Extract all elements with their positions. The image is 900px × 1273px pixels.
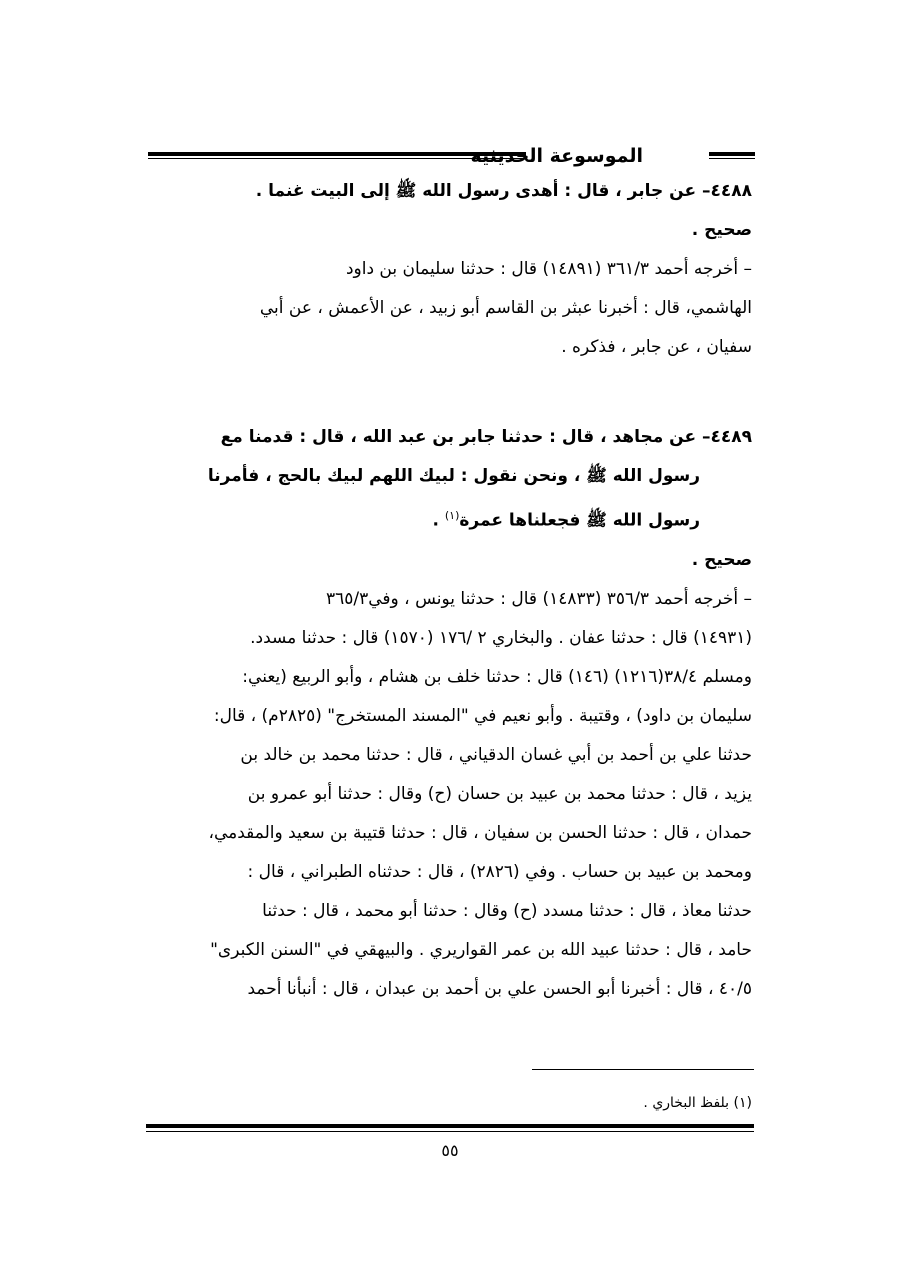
hadith-4489-takhrij-line-2: (١٤٩٣١) قال : حدثنا عفان . والبخاري ٢ /١٧٦ (١٥٧٠) قال : حدثنا مسدد. (250, 627, 752, 648)
hadith-4489-takhrij-line-5: حدثنا علي بن أحمد بن أبي غسان الدقياني ، قال : حدثنا محمد بن خالد بن (240, 744, 752, 765)
hadith-4489-text-line-1: ٤٤٨٩– عن مجاهد ، قال : حدثنا جابر بن عبد الله ، قال : قدمنا مع (220, 427, 752, 447)
header-rule-left-thick (148, 152, 526, 156)
hadith-4489-grade: صحيح . (691, 549, 752, 570)
hadith-4489-text-line-3 (147, 496, 752, 541)
hadith-4488-grade: صحيح . (691, 220, 752, 240)
footnote-text: (١) بلفظ البخاري . (643, 1095, 752, 1111)
hadith-4489-takhrij-line-6: يزيد ، قال : حدثنا محمد بن عبيد بن حسان (ح) وقال : حدثنا أبو عمرو بن (247, 783, 752, 804)
hadith-4489 (147, 418, 752, 1009)
header-rule-left-thin (148, 158, 526, 159)
header-rule-right-thick (709, 152, 755, 156)
hadith-4489-text-line-3-tail: . (432, 510, 445, 531)
header-rule-right-thin (709, 158, 755, 159)
hadith-4489-text-line-3-body: رسول الله ﷺ فجعلناها عمرة (459, 510, 700, 531)
running-header (148, 142, 755, 172)
hadith-4489-takhrij-line-1: – أخرجه أحمد ٣٥٦/٣ (١٤٨٣٣) قال : حدثنا يونس ، وفي٣٦٥/٣ (326, 588, 752, 609)
hadith-4489-takhrij-line-8: ومحمد بن عبيد بن حساب . وفي (٢٨٢٦) ، قال : حدثناه الطبراني ، قال : (247, 861, 752, 882)
footnote-divider (532, 1069, 754, 1070)
hadith-4489-takhrij-line-11: ٤٠/٥ ، قال : أخبرنا أبو الحسن علي بن أحمد بن عبدان ، قال : أنبأنا أحمد (247, 978, 752, 999)
hadith-4488-takhrij-line-1: – أخرجه أحمد ٣٦١/٣ (١٤٨٩١) قال : حدثنا سليمان بن داود (345, 259, 752, 279)
page-number: ٥٥ (441, 1141, 459, 1160)
hadith-4489-text-line-2: رسول الله ﷺ ، ونحن نقول : لبيك اللهم لبيك بالحج ، فأمرنا (207, 466, 700, 486)
hadith-4488 (147, 172, 752, 367)
hadith-4489-takhrij-line-10: حامد ، قال : حدثنا عبيد الله بن عمر القواريري . والبيهقي في "السنن الكبرى" (210, 939, 752, 960)
footnote-ref[interactable]: (١) (444, 509, 460, 522)
footer-rule-thin (146, 1131, 754, 1132)
footer-rule-thick (146, 1124, 754, 1128)
hadith-4489-takhrij-line-9: حدثنا معاذ ، قال : حدثنا مسدد (ح) وقال : حدثنا أبو محمد ، قال : حدثنا (262, 900, 752, 921)
hadith-4488-takhrij-line-2: الهاشمي، قال : أخبرنا عبثر بن القاسم أبو زبيد ، عن الأعمش ، عن أبي (259, 298, 752, 318)
hadith-4488-text: ٤٤٨٨– عن جابر ، قال : أهدى رسول الله ﷺ إلى البيت غنما . (255, 181, 752, 201)
header-title: الموسوعة الحديثية (470, 145, 643, 167)
hadith-4489-takhrij-line-3: ومسلم ٣٨/٤(١٢١٦) (١٤٦) قال : حدثنا خلف بن هشام ، وأبو الربيع (يعني: (242, 666, 752, 687)
hadith-4489-takhrij-line-7: حمدان ، قال : حدثنا الحسن بن سفيان ، قال : حدثنا قتيبة بن سعيد والمقدمي، (208, 822, 752, 843)
hadith-4488-takhrij-line-3: سفيان ، عن جابر ، فذكره . (561, 337, 752, 357)
hadith-4489-takhrij-line-4: سليمان بن داود) ، وقتيبة . وأبو نعيم في "المسند المستخرج" (٢٨٢٥م) ، قال: (213, 705, 752, 726)
